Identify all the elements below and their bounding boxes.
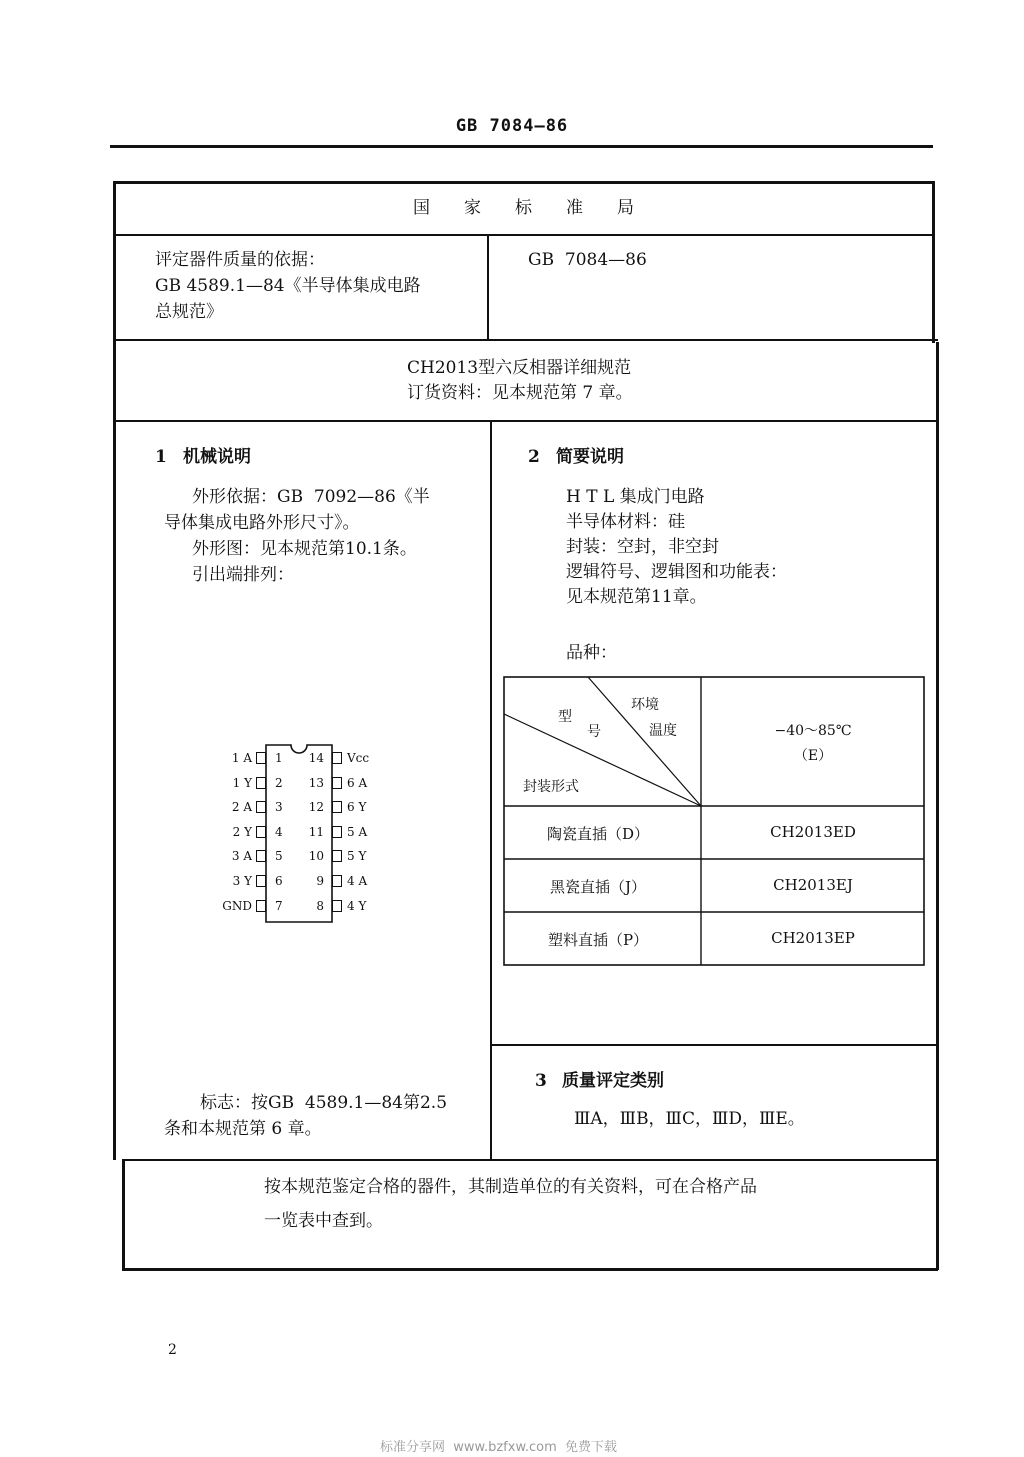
variety-table [503, 676, 925, 966]
pin-number-right: 10 [308, 849, 324, 864]
pin-number-right: 14 [308, 751, 324, 765]
row-line-2 [113, 339, 938, 341]
section3-number: 3 [535, 1071, 547, 1091]
package-ceramic: 陶瓷直插（D） [546, 825, 650, 843]
pin-number-right: 11 [308, 824, 324, 839]
section1-line-3: 外形图：见本规范第10.1条。 [192, 539, 417, 559]
diagonal-header-number: 号 [587, 724, 601, 740]
pin-box-right [332, 777, 342, 789]
pin-label-left: 1 A [231, 751, 252, 765]
marking-line-2: 条和本规范第 6 章。 [164, 1119, 322, 1139]
pin-label-left: 2 A [231, 800, 252, 815]
temperature-code: （E） [793, 748, 833, 764]
col-divider-top [487, 234, 489, 340]
model-plastic: CH2013EP [771, 929, 855, 947]
section2-line-4: 逻辑符号、逻辑图和功能表： [566, 562, 787, 582]
pin-number-right: 12 [308, 800, 324, 815]
pin-label-right: 4 Y [347, 898, 367, 913]
pin-label-right: 6 Y [347, 800, 367, 815]
pin-box-right [332, 875, 342, 887]
pin-label-right: 5 Y [347, 849, 367, 864]
pin-box-left [256, 752, 266, 764]
section2-line-3: 封装：空封，非空封 [566, 537, 719, 557]
pin-box-left [256, 826, 266, 838]
model-black-ceramic: CH2013EJ [773, 876, 853, 894]
pin-number-left: 5 [275, 849, 283, 864]
pin-number-left: 3 [275, 800, 283, 815]
section2-line-5: 见本规范第11章。 [566, 587, 707, 607]
footer-note-line-2: 一览表中查到。 [264, 1211, 383, 1231]
header-rule [110, 145, 933, 148]
section1-line-2: 导体集成电路外形尺寸》。 [164, 513, 360, 533]
basis-line-2: GB 4589.1—84《半导体集成电路 [155, 276, 421, 296]
bureau-name: 国 家 标 准 局 [413, 198, 634, 218]
pin-label-right: 6 A [347, 775, 368, 790]
section2-line-1: H T L 集成门电路 [566, 487, 705, 507]
section1-line-1: 外形依据：GB 7092—86《半 [192, 487, 430, 507]
watermark: 标准分享网 www.bzfxw.com 免费下载 [380, 1440, 618, 1455]
col-divider-main [490, 420, 492, 1160]
pin-number-right: 9 [316, 874, 324, 888]
pin-number-left: 1 [275, 751, 283, 765]
diagonal-header-environment: 环境 [631, 697, 659, 713]
section1-line-4: 引出端排列： [192, 565, 294, 585]
frame-bottom [122, 1268, 938, 1271]
package-black-ceramic: 黑瓷直插（J） [549, 878, 646, 896]
pin-box-right [332, 900, 342, 912]
pin-number-left: 4 [275, 824, 283, 839]
pin-label-left: 3 Y [232, 874, 252, 888]
marking-line-1: 标志：按GB 4589.1—84第2.5 [200, 1093, 448, 1113]
diagonal-header-temperature: 温度 [649, 723, 677, 739]
pin-box-left [256, 801, 266, 813]
frame-top [113, 181, 934, 184]
pin-number-left: 7 [275, 898, 283, 913]
diagonal-header-package: 封装形式 [523, 779, 579, 795]
pin-box-left [256, 850, 266, 862]
model-ceramic: CH2013ED [770, 823, 856, 841]
section1-heading: 机械说明 [183, 447, 251, 467]
standard-code-header: GB 7084—86 [455, 116, 569, 136]
package-plastic: 塑料直插（P） [547, 931, 649, 949]
pin-label-left: 1 Y [232, 775, 252, 790]
footer-note-line-1: 按本规范鉴定合格的器件，其制造单位的有关资料，可在合格产品 [264, 1177, 757, 1197]
row-line-4 [122, 1159, 938, 1161]
section2-number: 2 [528, 447, 540, 467]
pin-box-right [332, 850, 342, 862]
pin-box-left [256, 875, 266, 887]
temperature-range: −40～85℃ [774, 723, 852, 739]
pin-label-right: 4 A [347, 874, 368, 888]
pin-label-left: 2 Y [232, 824, 252, 839]
pin-label-left: 3 A [231, 849, 252, 864]
frame-bottom-left [122, 1159, 125, 1270]
frame-right-lower [936, 342, 939, 1270]
varieties-label: 品种： [566, 643, 617, 663]
standard-number: GB 7084—86 [528, 250, 647, 270]
pin-box-right [332, 826, 342, 838]
pin-number-right: 13 [308, 775, 324, 790]
section1-number: 1 [155, 447, 167, 467]
pin-box-right [332, 752, 342, 764]
pin-box-right [332, 801, 342, 813]
pin-number-left: 2 [275, 775, 283, 790]
frame-right [932, 181, 935, 343]
page-number: 2 [168, 1342, 177, 1358]
pin-label-right: Vcc [347, 751, 370, 765]
pin-number-right: 8 [316, 898, 324, 913]
diagonal-header-type: 型 [558, 709, 572, 725]
pin-label-right: 5 A [347, 824, 368, 839]
basis-line-1: 评定器件质量的依据： [155, 250, 325, 270]
quality-classes: ⅢA，ⅢB，ⅢC，ⅢD，ⅢE。 [574, 1109, 805, 1129]
pin-number-left: 6 [275, 874, 283, 888]
pin-box-left [256, 777, 266, 789]
pin-label-left: GND [222, 898, 252, 913]
pin-box-left [256, 900, 266, 912]
row-line-1 [113, 234, 934, 236]
basis-line-3: 总规范》 [155, 302, 223, 322]
section2-line-2: 半导体材料：硅 [566, 512, 685, 532]
section3-heading: 质量评定类别 [562, 1071, 664, 1091]
frame-left [113, 181, 116, 1160]
row-line-3 [113, 420, 938, 422]
spec-title: CH2013型六反相器详细规范 [407, 358, 632, 378]
pinout-diagram [200, 740, 420, 930]
ordering-info: 订货资料：见本规范第 7 章。 [407, 383, 633, 403]
section2-heading: 简要说明 [556, 447, 624, 467]
section3-divider [492, 1044, 938, 1046]
